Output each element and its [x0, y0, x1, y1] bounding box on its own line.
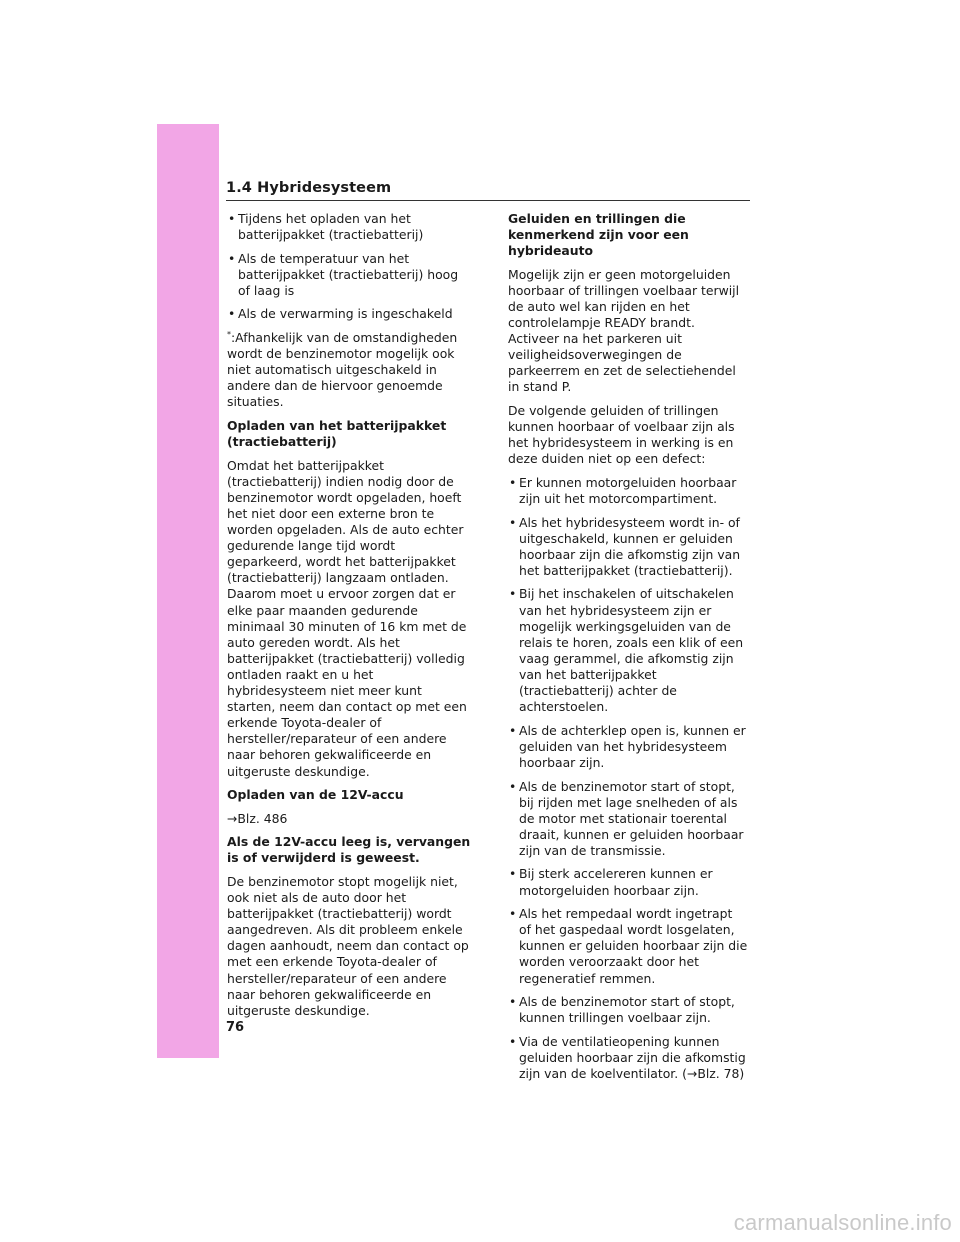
list-item: • Bij sterk accelereren kunnen er motorgeluiden hoorbaar zijn. [508, 866, 748, 898]
page-reference-link: →Blz. 486 [227, 810, 288, 826]
section-title: 1.4 Hybridesysteem [226, 180, 750, 201]
list-item: • Bij het inschakelen of uitschakelen van het hybridesysteem zijn er mogelijk werkingsgeluiden van de relais te horen, zoals een klik of een vaag gerammel, die afkomstig zijn van het batterijpakket (tractiebatterij) achter de achterstoelen. [508, 586, 748, 715]
list-item: • Als het hybridesysteem wordt in- of uitgeschakeld, kunnen er geluiden hoorbaar zijn die afkomstig zijn van het batterijpakket (tractiebatterij). [508, 515, 748, 579]
footnote-text: :Afhankelijk van de omstandigheden wordt de benzinemotor mogelijk ook niet automatisch uitgeschakeld in andere dan de hiervoor genoemde situaties. [227, 330, 458, 410]
footnote [227, 330, 471, 410]
paragraph-charging: Omdat het batterijpakket (tractiebatterij) indien nodig door de benzinemotor wordt opgeladen, hoeft het niet door een externe bron te worden opgeladen. Als de auto echter gedurende lange tijd wordt geparkeerd, wordt het batterijpakket (tractiebatterij) langzaam ontladen. Daarom moet u ervoor zorgen dat er elke paar maanden gedurende minimaal 30 minuten of 16 km met de auto gereden wordt. Als het batterijpakket (tractiebatterij) volledig ontladen raakt en u het hybridesysteem niet meer kunt starten, neem dan contact op met een erkende Toyota-dealer of hersteller/reparateur of een andere naar behoren gekwalificeerde en uitgeruste deskundige. [227, 457, 467, 779]
paragraph-sounds-2: De volgende geluiden of trillingen kunnen hoorbaar of voelbaar zijn als het hybridesysteem in werking is en deze duiden niet op een defect: [508, 403, 735, 467]
list-item: • Als de benzinemotor start of stopt, kunnen trillingen voelbaar zijn. [508, 994, 748, 1026]
list-item: • Als de verwarming is ingeschakeld [227, 306, 471, 322]
heading-12v-empty: Als de 12V-accu leeg is, vervangen is of verwijderd is geweest. [227, 834, 471, 866]
paragraph-sounds-1: Mogelijk zijn er geen motorgeluiden hoorbaar of trillingen voelbaar terwijl de auto wel kan rijden en het controlelampje READY brandt. Activeer na het parkeren uit veiligheidsoverwegingen de parkeerrem en zet de selectiehendel in stand P. [508, 266, 740, 395]
list-item: • Als de temperatuur van het batterijpakket (tractiebatterij) hoog of laag is [227, 251, 471, 299]
left-column [227, 211, 471, 1026]
list-item: • Als de achterklep open is, kunnen er geluiden van het hybridesysteem hoorbaar zijn. [508, 723, 748, 771]
heading-12v-charging: Opladen van de 12V-accu [227, 787, 404, 803]
heading-charging: Opladen van het batterijpakket (tractiebatterij) [227, 418, 447, 450]
list-item: • Via de ventilatieopening kunnen geluiden hoorbaar zijn die afkomstig zijn van de koelventilator. (→Blz. 78) [508, 1034, 748, 1082]
list-item: • Als de benzinemotor start of stopt, bij rijden met lage snelheden of als de motor met stationair toerental draait, kunnen er geluiden hoorbaar zijn van de transmissie. [508, 779, 748, 859]
heading-sounds: Geluiden en trillingen die kenmerkend zijn voor een hybrideauto [508, 211, 689, 259]
chapter-side-tab [157, 124, 219, 1058]
page-number: 76 [226, 1020, 245, 1035]
watermark-text: carmanualsonline.info [733, 1210, 952, 1235]
list-item: • Als het rempedaal wordt ingetrapt of het gaspedaal wordt losgelaten, kunnen er geluiden hoorbaar zijn die worden veroorzaakt door het regeneratief remmen. [508, 906, 748, 986]
right-column [508, 211, 748, 1090]
footnote-marker: * [227, 329, 231, 339]
list-item: • Tijdens het opladen van het batterijpakket (tractiebatterij) [227, 211, 471, 243]
paragraph-12v-empty: De benzinemotor stopt mogelijk niet, ook niet als de auto door het batterijpakket (tractiebatterij) wordt aangedreven. Als dit probleem enkele dagen aanhoudt, neem dan contact op met een erkende Toyota-dealer of hersteller/reparateur of een andere naar behoren gekwalificeerde en uitgeruste deskundige. [227, 873, 469, 1018]
list-item: • Er kunnen motorgeluiden hoorbaar zijn uit het motorcompartiment. [508, 475, 748, 507]
bullet-list [227, 211, 471, 323]
bullet-list [508, 475, 748, 1082]
